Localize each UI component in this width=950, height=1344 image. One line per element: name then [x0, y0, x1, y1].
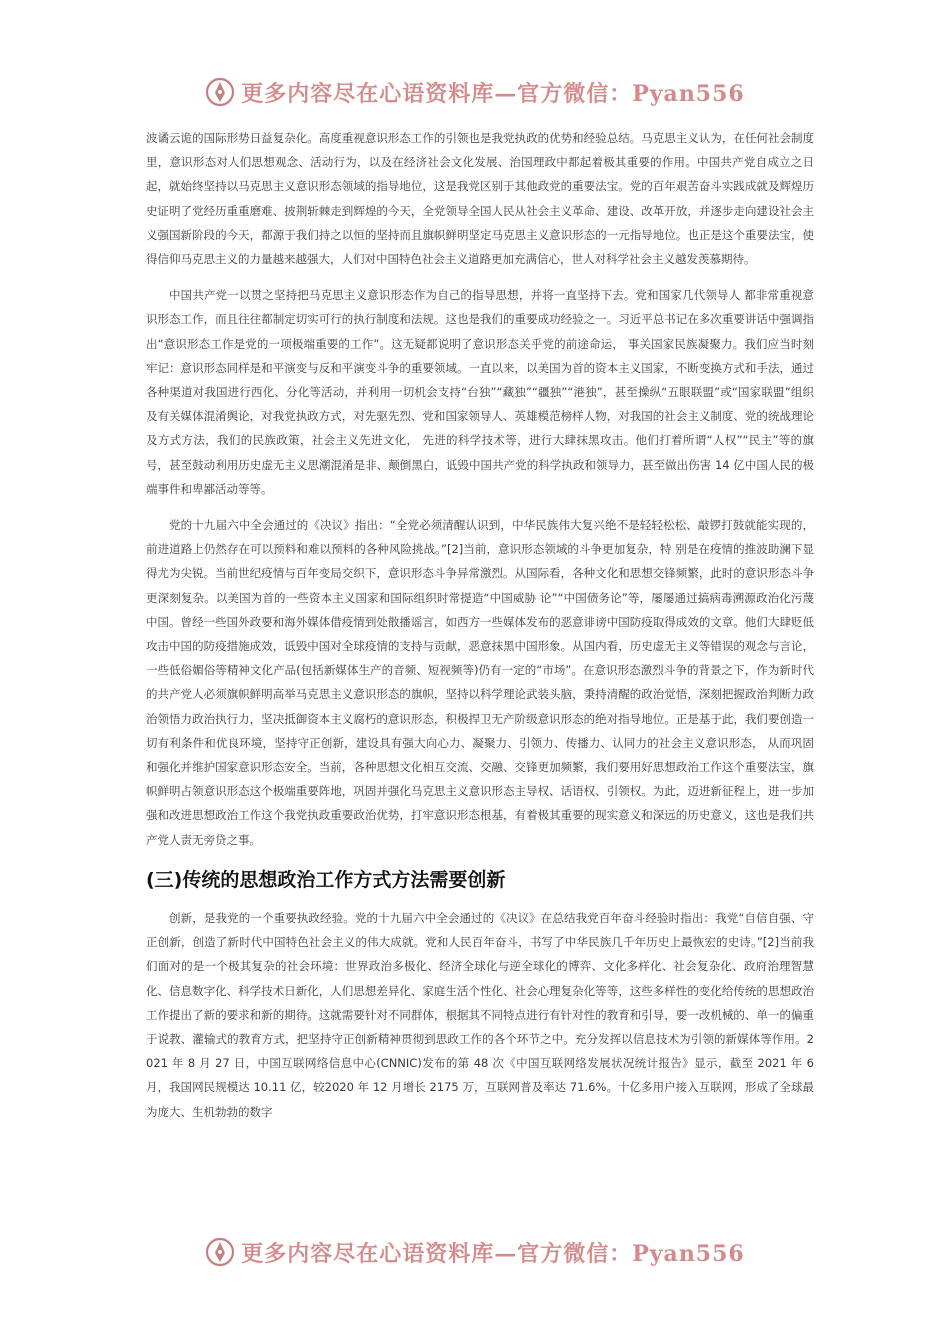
paragraph-2: 中国共产党一以贯之坚持把马克思主义意识形态作为自己的指导思想，并将一直坚持下去。党和国家几代领导人 都非常重视意识形态工作，而且往往都制定切实可行的执行制度和法规。这也是我们的重要成功经验之一。习近平总书记在多次重要讲话中强调指出“意识形态工作是党的一项极端重要的工作”。这无疑都说明了意识形态关乎党的前途命运， 事关国家民族凝聚力。我们应当时刻牢记：意识形态同样是和平演变与反和平演变斗争的重要领域。一直以来，以美国为首的资本主义国家，不断变换方式和手法，通过各种渠道对我国进行西化、分化等活动，并利用一切机会支持“台独”“藏独”“疆独”“港独”，甚至操纵“五眼联盟”或“国家联盟”组织及有关媒体混淆舆论，对我党执政方式，对先驱先烈、党和国家领导人、英雄模范榜样人物，对我国的社会主义制度、党的统战理论及方式方法，我们的民族政策，社会主义先进文化， 先进的科学技术等，进行大肆抹黑攻击。他们打着所谓“人权”“民主”等的旗号，甚至鼓动利用历史虚无主义思潮混淆是非、颠倒黑白，诋毁中国共产党的科学执政和领导力，甚至做出伤害 14 亿中国人民的极端事件和卑鄙活动等等。 — [146, 288, 814, 496]
document-body — [146, 126, 814, 1136]
paragraph-1: 波谲云诡的国际形势日益复杂化。高度重视意识形态工作的引领也是我党执政的优势和经验总结。马克思主义认为，在任何社会制度里，意识形态对人们思想观念、活动行为，以及在经济社会文化发展、治国理政中都起着极其重要的作用。中国共产党自成立之日起，就始终坚持以马克思主义意识形态领域的指导地位，这是我党区别于其他政党的重要法宝。党的百年艰苦奋斗实践成就及辉煌历史证明了党经历重重磨难、披荆斩棘走到辉煌的今天，全党领导全国人民从社会主义革命、建设、改革开放，并逐步走向建设社会主义强国新阶段的今天，都源于我们持之以恒的坚持而且旗帜鲜明坚定马克思主义意识形态的一元指导地位。也正是这个重要法宝，使得信仰马克思主义的力量越来越强大，人们对中国特色社会主义道路更加充满信心，世人对科学社会主义越发羡慕期待。 — [146, 131, 814, 267]
pen-nib-logo-icon — [205, 77, 235, 107]
banner-text: 更多内容尽在心语资料库—官方微信：Pyan556 — [241, 1240, 745, 1267]
pen-nib-logo-icon — [205, 1237, 235, 1267]
section-heading: (三)传统的思想政治工作方式方法需要创新 — [146, 868, 506, 891]
paragraph-4: 创新，是我党的一个重要执政经验。党的十九届六中全会通过的《决议》在总结我党百年奋斗经验时指出：我党“自信自强、守正创新，创造了新时代中国特色社会主义的伟大成就。党和人民百年奋斗，书写了中华民族几千年历史上最恢宏的史诗。”[2]当前我们面对的是一个极其复杂的社会环境：世界政治多极化、经济全球化与逆全球化的博弈、文化多样化、社会复杂化、政府治理智慧化、信息数字化、科学技术日新化，人们思想差异化、家庭生活个性化、社会心理复杂化等等，这些多样性的变化给传统的思想政治工作提出了新的要求和新的期待。这就需要针对不同群体，根据其不同特点进行有针对性的教育和引导，要一改机械的、单一的偏重于说教、灌输式的教育方式，把坚持守正创新精神贯彻到思政工作的各个环节之中。充分发挥以信息技术为引领的新媒体等作用。2021 年 8 月 27 日，中国互联网络信息中心(CNNIC)发布的第 48 次《中国互联网络发展状况统计报告》显示，截至 2021 年 6 月，我国网民规模达 10.11 亿，较2020 年 12 月增长 2175 万，互联网普及率达 71.6%。十亿多用户接入互联网，形成了全球最为庞大、生机勃勃的数字 — [146, 910, 814, 1119]
header-watermark-banner — [0, 72, 950, 112]
paragraph-3: 党的十九届六中全会通过的《决议》指出：“全党必须清醒认识到，中华民族伟大复兴绝不是轻轻松松、敲锣打鼓就能实现的，前进道路上仍然存在可以预料和难以预料的各种风险挑战。”[2]当前，意识形态领域的斗争更加复杂，特 别是在疫情的推波助澜下显得尤为尖锐。当前世纪疫情与百年变局交织下，意识形态斗争异常激烈。从国际看，各种文化和思想交锋频繁，此时的意识形态斗争更深刻复杂。以美国为首的一些资本主义国家和国际组织时常提造“中国威胁 论”“中国债务论”等，屡屡通过搞病毒溯源政治化污蔑中国。曾经一些国外政要和海外媒体借疫情到处散播谣言，如西方一些媒体发布的恶意诽谤中国防疫取得成效的文章。他们大肆贬低攻击中国的防疫措施成效，诋毁中国对全球疫情的支持与贡献，恶意抹黑中国形象。从国内看，历史虚无主义等错误的观念与言论，一些低俗媚俗等精神文化产品(包括新媒体生产的音频、短视频等)仍有一定的“市场”。在意识形态激烈斗争的背景之下，作为新时代的共产党人必须旗帜鲜明高举马克思主义意识形态的旗帜，坚持以科学理论武装头脑，秉持清醒的政治觉悟，深刻把握政治判断力政治领悟力政治执行力，坚决抵御资本主义腐朽的意识形态，积极捍卫无产阶级意识形态的绝对指导地位。正是基于此，我们要创造一切有利条件和优良环境，坚持守正创新，建设具有强大向心力、凝聚力、引领力、传播力、认同力的社会主义意识形态， 从而巩固和强化并维护国家意识形态安全。当前，各种思想文化相互交流、交融、交锋更加频繁，我们要用好思想政治工作这个重要法宝，旗帜鲜明占领意识形态这个极端重要阵地，巩固并强化马克思主义意识形态主导权、话语权、引领权。为此，迈进新征程上，进一步加强和改进思想政治工作这个我党执政重要政治优势，打牢意识形态根基，有着极其重要的现实意义和深远的历史意义，这也是我们共产党人责无旁贷之事。 — [146, 518, 814, 847]
banner-text: 更多内容尽在心语资料库—官方微信：Pyan556 — [241, 80, 745, 107]
footer-watermark-banner — [0, 1232, 950, 1272]
